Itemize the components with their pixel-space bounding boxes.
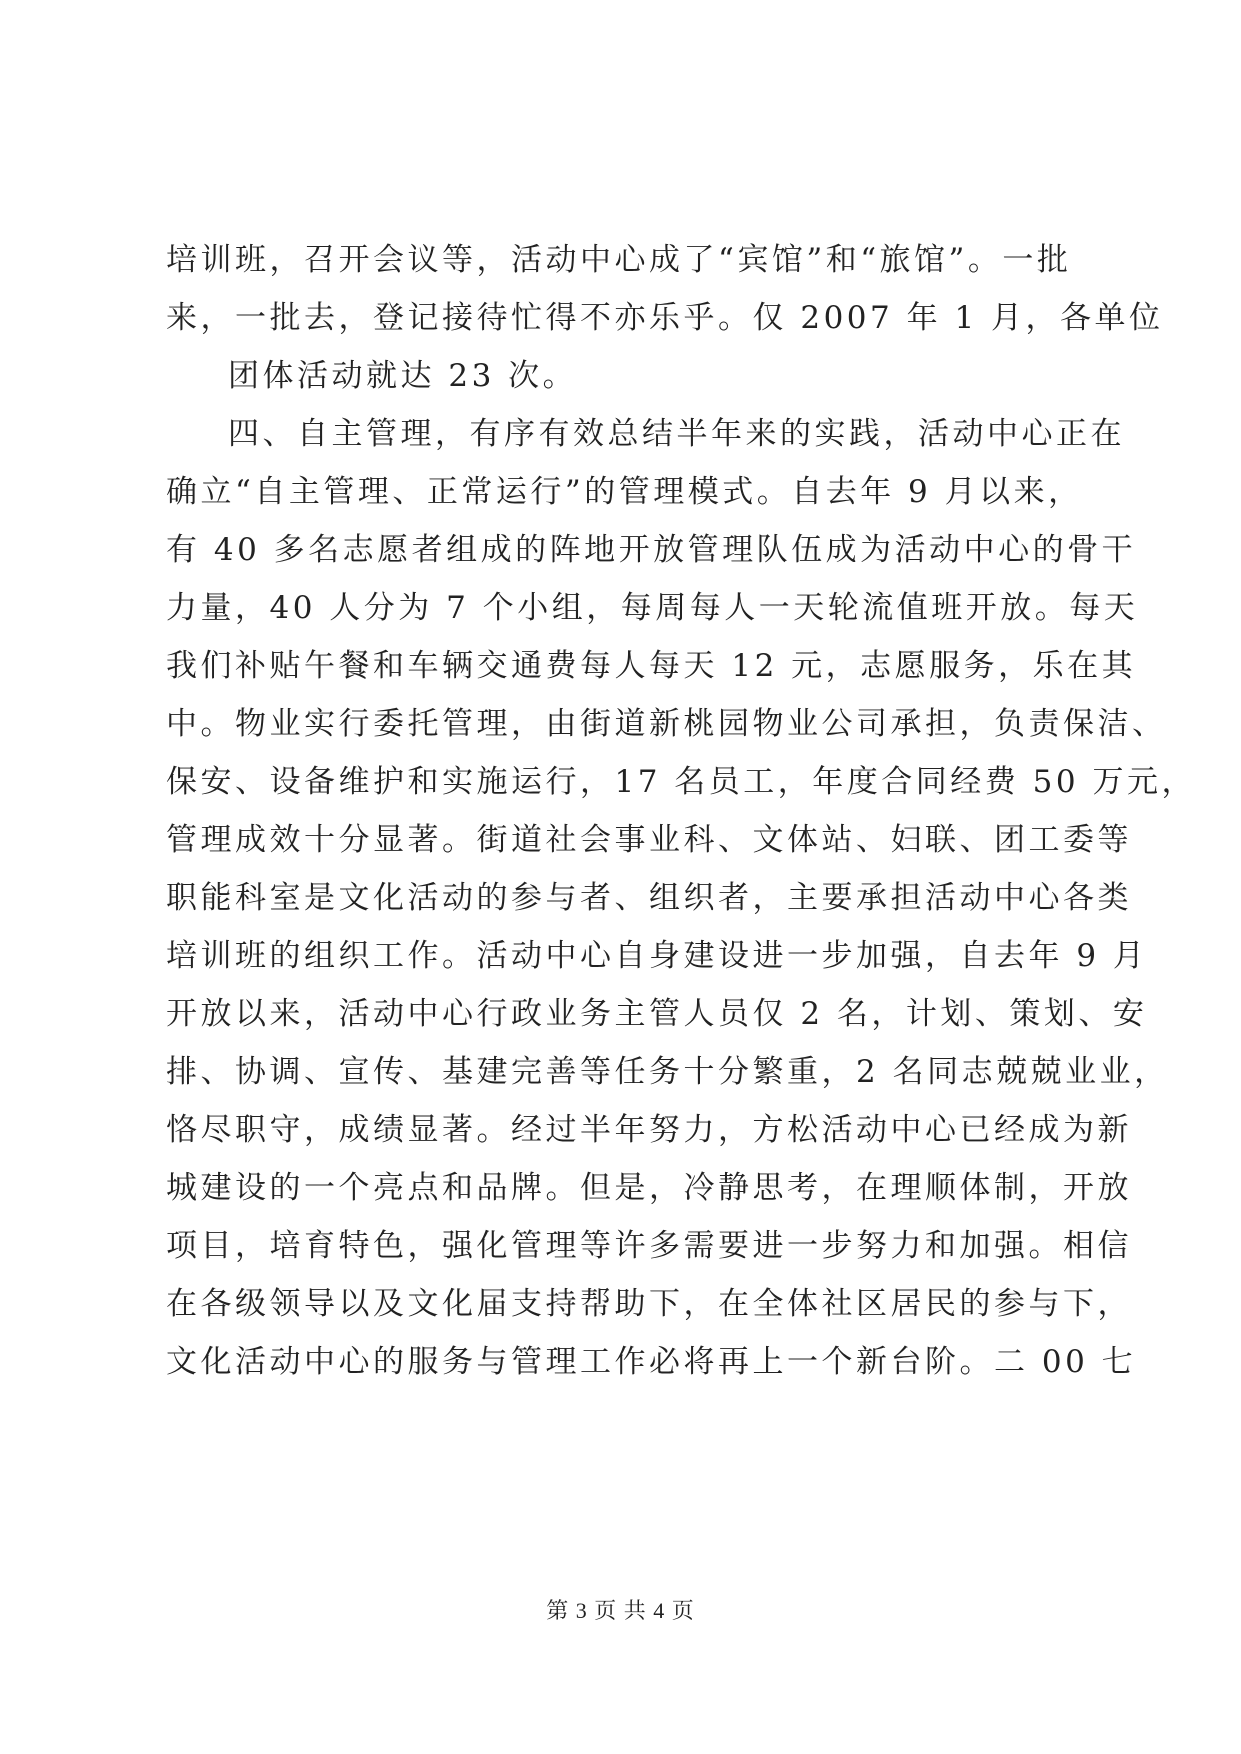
text-line: 确立“自主管理、正常运行”的管理模式。自去年 9 月以来， — [166, 474, 1083, 510]
text-line: 开放以来，活动中心行政业务主管人员仅 2 名，计划、策划、安 — [166, 996, 1148, 1032]
text-line: 保安、设备维护和实施运行，17 名员工，年度合同经费 50 万元， — [166, 764, 1196, 800]
text-line: 文化活动中心的服务与管理工作必将再上一个新台阶。二 00 七 — [166, 1344, 1137, 1380]
text-line: 中。物业实行委托管理，由街道新桃园物业公司承担，负责保洁、 — [166, 706, 1167, 742]
text-line: 有 40 多名志愿者组成的阵地开放管理队伍成为活动中心的骨干 — [166, 532, 1137, 568]
text-line: 培训班的组织工作。活动中心自身建设进一步加强，自去年 9 月 — [166, 938, 1148, 974]
text-line: 城建设的一个亮点和品牌。但是，冷静思考，在理顺体制，开放 — [166, 1170, 1132, 1206]
page-footer — [0, 1596, 1241, 1626]
text-line: 来，一批去，登记接待忙得不亦乐乎。仅 2007 年 1 月，各单位 — [166, 300, 1164, 336]
paragraph-start-line: 四、自主管理，有序有效总结半年来的实践，活动中心正在 — [228, 416, 1125, 452]
text-line: 管理成效十分显著。街道社会事业科、文体站、妇联、团工委等 — [166, 822, 1132, 858]
text-line: 在各级领导以及文化届支持帮助下，在全体社区居民的参与下， — [166, 1286, 1132, 1322]
text-line: 我们补贴午餐和车辆交通费每人每天 12 元，志愿服务，乐在其 — [166, 648, 1137, 684]
text-line: 项目，培育特色，强化管理等许多需要进一步努力和加强。相信 — [166, 1228, 1132, 1264]
text-line: 恪尽职守，成绩显著。经过半年努力，方松活动中心已经成为新 — [166, 1112, 1132, 1148]
text-line: 职能科室是文化活动的参与者、组织者，主要承担活动中心各类 — [166, 880, 1132, 916]
text-line: 排、协调、宣传、基建完善等任务十分繁重，2 名同志兢兢业业， — [166, 1054, 1169, 1090]
page-number-label: 第 3 页 共 4 页 — [546, 1598, 695, 1623]
text-line: 团体活动就达 23 次。 — [228, 358, 578, 394]
text-line: 力量，40 人分为 7 个小组，每周每人一天轮流值班开放。每天 — [166, 590, 1139, 626]
text-line: 培训班，召开会议等，活动中心成了“宾馆”和“旅馆”。一批 — [166, 242, 1072, 278]
